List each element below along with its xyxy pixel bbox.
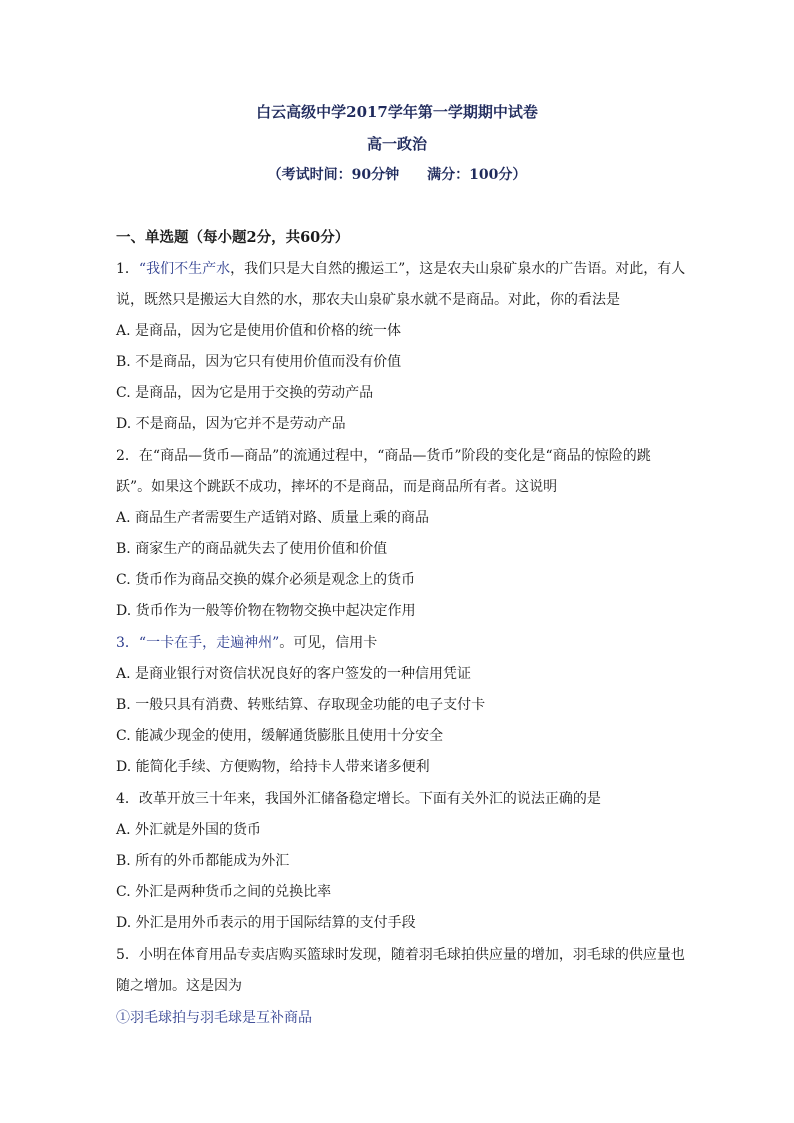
q2-option-a: A. 商品生产者需要生产适销对路、质量上乘的商品 <box>116 510 430 526</box>
exam-title: 白云高级中学2017学年第一学期期中试卷 <box>256 103 538 121</box>
q3-option-d: D. 能简化手续、方便购物，给持卡人带来诸多便利 <box>116 759 430 775</box>
q1-quote: “我们不生产水 <box>138 261 231 277</box>
q4-option-c: C. 外汇是两种货币之间的兑换比率 <box>116 884 332 900</box>
q5-stem-line1: 5．小明在体育用品专卖店购买篮球时发现，随着羽毛球拍供应量的增加，羽毛球的供应量也 <box>116 947 685 963</box>
q2-stem-line1: 2．在“商品—货币—商品”的流通过程中，“商品—货币”阶段的变化是“商品的惊险的跳 <box>116 448 651 464</box>
exam-info <box>0 164 794 184</box>
q3-quote: 3．“一卡在手，走遍神州” <box>116 635 280 651</box>
q4-option-a: A. 外汇就是外国的货币 <box>116 822 262 838</box>
q5-option-1: ①羽毛球拍与羽毛球是互补商品 <box>116 1010 312 1026</box>
q1-option-b: B. 不是商品，因为它只有使用价值而没有价值 <box>116 354 402 370</box>
section-heading: 一、单选题（每小题2分，共60分） <box>116 229 350 246</box>
q2-stem-line2: 跃”。如果这个跳跃不成功，摔坏的不是商品，而是商品所有者。这说明 <box>116 479 558 495</box>
q1-option-c: C. 是商品，因为它是用于交换的劳动产品 <box>116 385 374 401</box>
q3-option-c: C. 能减少现金的使用，缓解通货膨胀且使用十分安全 <box>116 728 444 744</box>
q3-option-a: A. 是商业银行对资信状况良好的客户签发的一种信用凭证 <box>116 666 472 682</box>
exam-time: （考试时间：90分钟 <box>267 167 400 183</box>
q2-option-b: B. 商家生产的商品就失去了使用价值和价值 <box>116 541 388 557</box>
q1-stem-line1 <box>116 260 696 278</box>
exam-score: 满分：100分） <box>427 167 527 183</box>
q2-option-d: D. 货币作为一般等价物在物物交换中起决定作用 <box>116 603 416 619</box>
q4-option-d: D. 外汇是用外币表示的用于国际结算的支付手段 <box>116 915 416 931</box>
q1-stem-line2: 说，既然只是搬运大自然的水，那农夫山泉矿泉水就不是商品。对此，你的看法是 <box>116 292 620 308</box>
q4-stem: 4．改革开放三十年来，我国外汇储备稳定增长。下面有关外汇的说法正确的是 <box>116 791 601 807</box>
q4-option-b: B. 所有的外币都能成为外汇 <box>116 853 290 869</box>
q1-stem-rest: ，我们只是大自然的搬运工”，这是农夫山泉矿泉水的广告语。对此，有人 <box>230 261 686 277</box>
exam-subject: 高一政治 <box>366 135 427 153</box>
q1-option-a: A. 是商品，因为它是使用价值和价格的统一体 <box>116 323 402 339</box>
q3-stem-rest: 。可见，信用卡 <box>279 635 378 651</box>
q3-option-b: B. 一般只具有消费、转账结算、存取现金功能的电子支付卡 <box>116 697 486 713</box>
q2-option-c: C. 货币作为商品交换的媒介必须是观念上的货币 <box>116 572 416 588</box>
q3-stem <box>116 634 696 652</box>
q1-number: 1． <box>116 261 139 277</box>
q1-option-d: D. 不是商品，因为它并不是劳动产品 <box>116 416 346 432</box>
q5-stem-line2: 随之增加。这是因为 <box>116 978 242 994</box>
